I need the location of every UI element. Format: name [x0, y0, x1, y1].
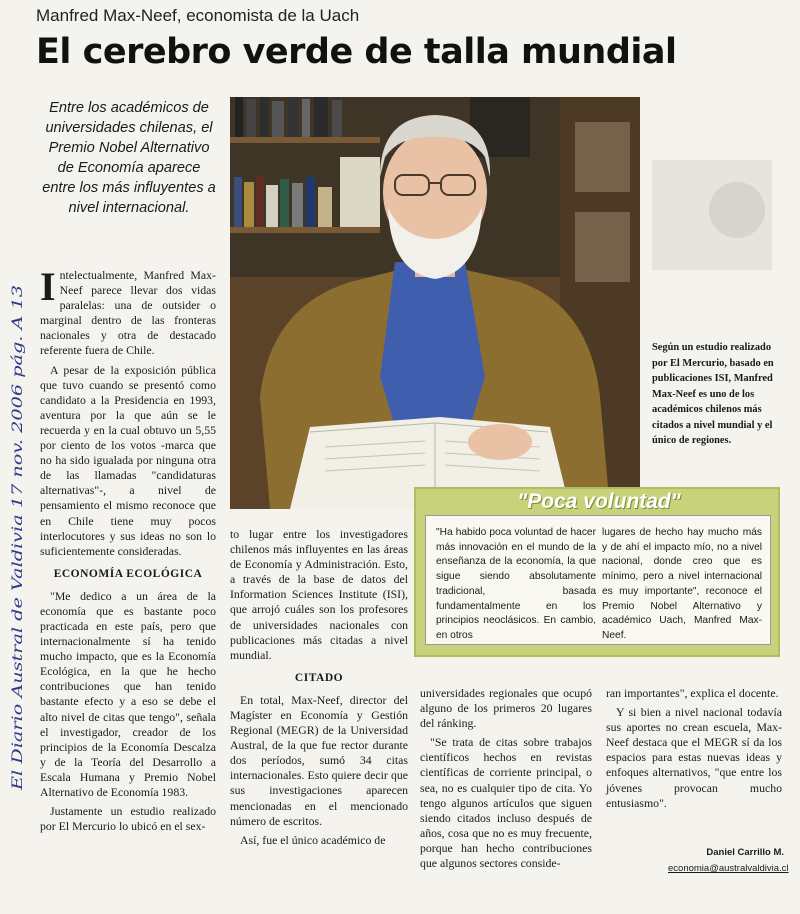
col3-paragraph-2: "Se trata de citas sobre trabajos científicos hechos en revistas científicas de corriente principal, o sea, no es cualquier tipo de cita. Yo tengo algunos artículos que siguen siendo citados incluso después de años, cosa que no es muy frecuente, porque han hecho contribuciones que algunos sectores conside-	[420, 735, 592, 871]
sidebar-text-1: "Ha habido poca voluntad de hacer más innovación en el mundo de la enseñanza de la economía, la que sigue siendo absolutamente tradicional, basada fundamentalmente en los principios neoclásicos. En cambio, en otros	[436, 527, 596, 641]
col4-paragraph-2: Y si bien a nivel nacional todavía sus aportes no crean escuela, Max-Neef destaca que el MEGR sí da los espacios para estas nuevas ideas y enfoques alternativos, "que entre los jóvenes provocan mucho entusiasmo".	[606, 705, 782, 810]
sidebar-body	[425, 515, 771, 645]
headline: El cerebro verde de talla mundial	[36, 32, 677, 72]
col1-paragraph-4: Justamente un estudio realizado por El Mercurio lo ubicó en el sex-	[40, 804, 216, 834]
col2-paragraph-3: Así, fue el único académico de	[240, 832, 386, 847]
photo-caption: Según un estudio realizado por El Mercurio, basado en publicaciones ISI, Manfred Max-Neef es uno de los académicos chilenos más citados a nivel mundial y el único de regiones.	[652, 342, 774, 446]
kicker: Manfred Max-Neef, economista de la Uach	[36, 6, 360, 25]
dek: Entre los académicos de universidades chilenas, el Premio Nobel Alternativo de Economía aparece entre los más influyentes a nivel internacional.	[42, 100, 216, 216]
article-column-2	[230, 527, 408, 852]
sidebar-box	[414, 487, 780, 657]
article-column-4	[606, 686, 782, 815]
bleed-through-graphic	[642, 140, 782, 300]
author-email[interactable]: economia@australvaldivia.cl	[668, 863, 789, 874]
col3-paragraph-1: universidades regionales que ocupó alguno de los primeros 20 lugares del ránking.	[420, 686, 592, 731]
drop-cap: I	[40, 264, 56, 309]
sidebar-text-2: lugares de hecho hay mucho más y de ahí el impacto mío, no a nivel nacional, donde creo que es mínimo, pero a nivel internacional es muy importante", reconoce el Premio Nobel Alternativo y académico Uach, Manfred Max-Neef.	[602, 527, 762, 641]
section-heading-citado: CITADO	[294, 671, 344, 684]
col1-paragraph-2: A pesar de la exposición pública que tuvo cuando se presentó como candidato a la Presidencia en 1993, aventura por la que aún se le recuerda y en la cual obtuvo un 5,55 por ciento de los votos -marca que no ha sido igualada por ninguna otra de las llamadas "candidaturas alternativas"-, a nivel de pensamiento el mismo reconoce que en Chile tiene muy pocos interlocutores y sus ideas no son lo suficientemente consideradas.	[40, 362, 216, 558]
section-heading-economia: ECONOMÍA ECOLÓGICA	[53, 567, 203, 580]
col1-paragraph-1	[40, 264, 216, 359]
handwritten-note-text: El Diario Austral de Valdivia 17 nov. 2006 pág. A 13	[10, 422, 26, 790]
article-column-3	[420, 686, 592, 875]
author-name: Daniel Carrillo M.	[706, 847, 784, 858]
article-column-1	[40, 264, 216, 838]
col2-paragraph-1: to lugar entre los investigadores chilenos más influyentes en las áreas de Economía y Administración. Esto, a través de la base de datos del Information Sciences Institute (ISI), que arrojó cuáles son los profesores de universidades nacionales con publicaciones más citadas a nivel mundial.	[230, 527, 408, 662]
sidebar-title: "Poca voluntad"	[517, 490, 681, 513]
col1-p1-text: ntelectualmente, Manfred Max-Neef parece llevar dos vidas paralelas: una de outsider o marginal dentro de las fronteras nacionales y otra de destacado referente fuera de Chile.	[40, 268, 216, 358]
col4-paragraph-1: ran importantes", explica el docente.	[606, 686, 779, 700]
col1-paragraph-3: "Me dedico a un área de la economía que es bastante poco practicada en este país, pero que internacionalmente sí ha tenido mucho impacto, que es la Economía Ecológica, en la que he hecho contribuciones que han tenido bastante efecto y a eso se debe el alto nivel de citas que tengo", señala el investigador, creador de los principios de la Economía Descalza y de la Teoría del Desarrollo a Escala Humana y Premio Nobel Alternativo de Economía 1983.	[40, 588, 216, 799]
portrait-photo	[230, 97, 640, 509]
byline	[668, 845, 789, 877]
handwritten-note	[6, 275, 28, 795]
col2-paragraph-2: En total, Max-Neef, director del Magíster en Economía y Gestión Regional (MEGR) de la Universidad Austral, de la que fue rector durante dos períodos, sumó 34 citas internacionales. Esto quiere decir que sus investigaciones aparecen mencionadas en el mencionado número de escritos.	[230, 692, 408, 828]
